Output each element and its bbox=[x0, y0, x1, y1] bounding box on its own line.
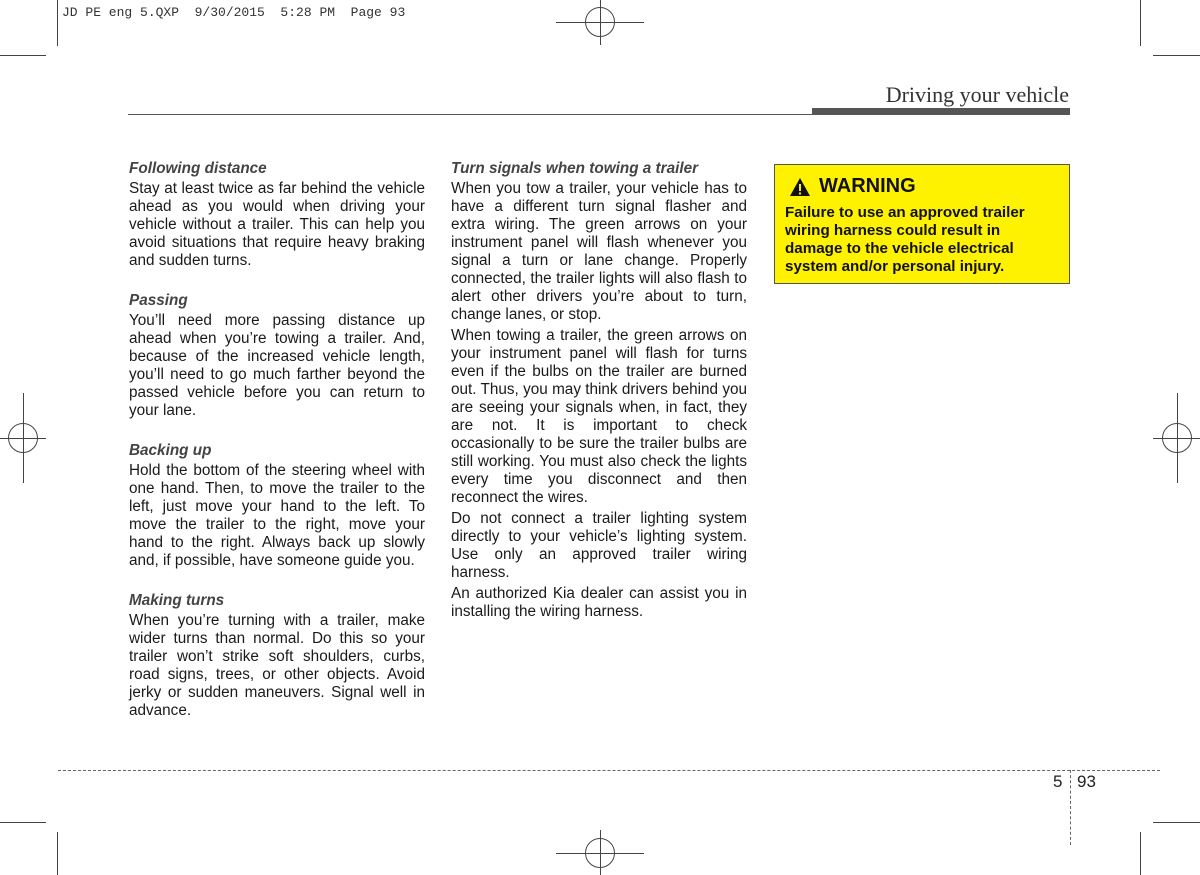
section-passing bbox=[129, 292, 425, 420]
text-following-distance: Stay at least twice as far behind the vehicle ahead as you would when driving your vehicle without a trailer. This can help you avoid situations that require heavy braking and sudden turns. bbox=[129, 180, 425, 269]
paragraph: Do not connect a trailer lighting system directly to your vehicle’s lighting system. Use only an approved trailer wiring harness. bbox=[451, 510, 747, 581]
warning-triangle-icon bbox=[789, 177, 811, 197]
section-making-turns bbox=[129, 592, 425, 720]
heading-turn-signals: Turn signals when towing a trailer bbox=[451, 160, 699, 177]
header-rule bbox=[128, 114, 812, 115]
text-passing: You’ll need more passing distance up ahead when you’re towing a trailer. And, because of the increased vehicle length, you’ll need to go much farther beyond the passed vehicle before you can return to your lane. bbox=[129, 312, 425, 419]
crop-mark bbox=[1153, 822, 1200, 823]
header-rule-thick bbox=[812, 108, 1070, 115]
heading-following-distance: Following distance bbox=[129, 160, 267, 177]
footer-dashed-rule bbox=[58, 770, 1160, 771]
crop-mark bbox=[0, 822, 46, 823]
section-following-distance bbox=[129, 160, 425, 270]
heading-passing: Passing bbox=[129, 292, 188, 309]
warning-text: Failure to use an approved trailer wiring harness could result in damage to the vehicle electrical system and/or personal injury. bbox=[785, 204, 1025, 275]
crop-mark bbox=[0, 55, 46, 56]
crop-mark bbox=[1140, 832, 1141, 875]
column-middle bbox=[451, 160, 747, 624]
crop-mark bbox=[57, 0, 58, 46]
crop-mark bbox=[1153, 55, 1200, 56]
page-number: 93 bbox=[1077, 772, 1096, 791]
crop-mark bbox=[1140, 0, 1141, 46]
print-header: JD PE eng 5.QXP 9/30/2015 5:28 PM Page 93 bbox=[62, 5, 406, 20]
chapter-number: 5 bbox=[1053, 772, 1063, 791]
heading-backing-up: Backing up bbox=[129, 442, 212, 459]
text-making-turns: When you’re turning with a trailer, make wider turns than normal. Do this so your trailer won’t strike soft shoulders, curbs, road signs, trees, or other objects. Avoid jerky or sudden maneuvers. Signal well in advance. bbox=[129, 612, 425, 719]
heading-making-turns: Making turns bbox=[129, 592, 225, 609]
column-left bbox=[129, 160, 425, 742]
paragraph: When towing a trailer, the green arrows on your instrument panel will flash for turns even if the bulbs on the trailer are burned out. Thus, you may think drivers behind you are seeing your signals when, in fact, they are not. It is important to check occasionally to be sure the trailer bulbs are still working. You must also check the lights every time you disconnect and then reconnect the wires. bbox=[451, 327, 747, 506]
paragraph: An authorized Kia dealer can assist you in installing the wiring harness. bbox=[451, 585, 747, 620]
section-title: Driving your vehicle bbox=[885, 82, 1069, 107]
warning-header bbox=[785, 175, 1059, 198]
footer-dashed-divider bbox=[1070, 770, 1071, 845]
crop-mark bbox=[57, 832, 58, 875]
text-backing-up: Hold the bottom of the steering wheel with one hand. Then, to move the trailer to the left, just move your hand to the left. To move the trailer to the right, move your hand to the right. Always back up slowly and, if possible, have someone guide you. bbox=[129, 462, 425, 569]
warning-title: WARNING bbox=[819, 175, 916, 197]
paragraph: When you tow a trailer, your vehicle has to have a different turn signal flasher and extra wiring. The green arrows on your instrument panel will flash whenever you signal a turn or lane change. Properly connected, the trailer lights will also flash to alert other drivers you’re about to turn, change lanes, or stop. bbox=[451, 180, 747, 323]
warning-box bbox=[774, 164, 1070, 284]
section-backing-up bbox=[129, 442, 425, 570]
